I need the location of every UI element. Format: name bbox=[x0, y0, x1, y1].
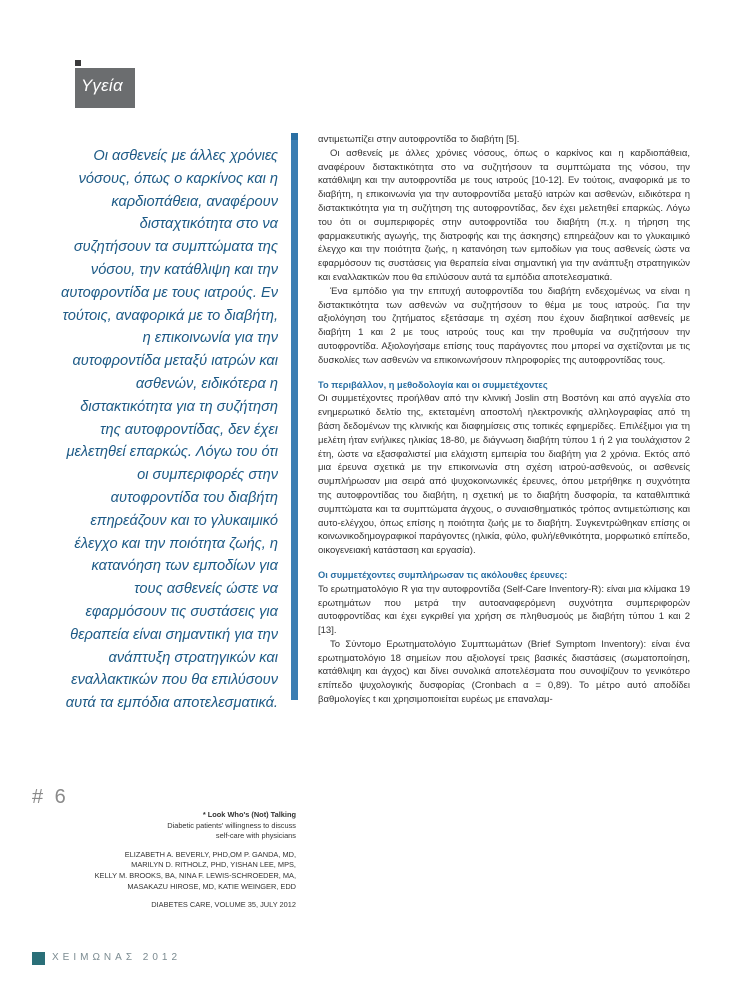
reference-authors-1: ELIZABETH A. BEVERLY, PHD,OM P. GANDA, MD, bbox=[124, 849, 296, 859]
page-number: # 6 bbox=[32, 786, 69, 808]
pull-quote: Οι ασθενείς με άλλες χρόνιες νόσους, όπως ο καρκίνος και η καρδιοπάθεια, αναφέρουν δισταχτικότητα στο να συζητήσουν τα συμπτώματα της νόσου, την κατάθλιψη και την αυτοφροντίδα με τους ιατρούς. Εν τούτοις, αναφορικά με το διαβήτη, η επικοινωνία για την αυτοφροντίδα μεταξύ ιατρών και ασθενών, ειδικότερα η διστακτικότητα για τη συζήτηση της αυτοφροντίδας, δεν έχει μελετηθεί επαρκώς. Λόγω του ότι οι συμπεριφορές στην αυτοφροντίδα του διαβήτη επηρεάζουν και το γλυκαιμικό έλεγχο και την ποιότητα ζωής, η κατανόηση των εμποδίων για τους ασθενείς ώστε να εφαρμόσουν τις συστάσεις για θεραπεία είναι σημαντική για την ανάπτυξη στρατηγικών και εναλλακτικών που θα επιλύσουν αυτά τα εμπόδια αποτελεσματικά. bbox=[61, 148, 278, 712]
paragraph: Το Σύντομο Ερωτηματολόγιο Συμπτωμάτων (Brief Symptom Inventory): είναι ένα ερωτηματολόγιο 18 σημείων που αξιολογεί τρεις βασικές διαστάσεις (σωματοποίηση, κατάθλιψη και άγχος) και δίνει συνολικά αποτελέσματα που συνοψίζουν το γενικότερο επίπεδο ψυχολογικής δυσφορίας (Cronbach α = 0,89). Το μέτρο αυτό αποδίδει βαθμολογίες t και χρησιμοποιείται ευρέως με επαναλαμ- bbox=[318, 638, 690, 706]
paragraph: αντιμετωπίζει στην αυτοφροντίδα το διαβήτη [5]. bbox=[318, 134, 520, 145]
reference-authors-2: MARILYN D. RITHOLZ, PHD, YISHAN LEE, MPS, bbox=[131, 860, 296, 870]
section-tab-notch bbox=[75, 60, 81, 66]
paragraph: Το ερωτηματολόγιο R για την αυτοφροντίδα (Self-Care Inventory-R): είναι μια κλίμακα 19 ερωτημάτων που μετρά την αυτοαναφερόμενη συχνότητα συμπεριφορών αυτοφροντίδας και έχει εγκριθεί για χρήση σε πληθυσμούς με διαβήτη τύπου 1 και 2 [13]. bbox=[318, 583, 690, 637]
divider-top bbox=[291, 133, 298, 140]
section-heading: Το περιβάλλον, η μεθοδολογία και οι συμμετέχοντες bbox=[318, 379, 548, 390]
reference-subtitle-1: Diabetic patients' willingness to discuss bbox=[167, 820, 296, 830]
divider-bar bbox=[291, 140, 298, 700]
article-body bbox=[318, 133, 690, 707]
footer-label: ΧΕΙΜΩΝΑΣ 2012 bbox=[52, 952, 182, 963]
paragraph: Ένα εμπόδιο για την επιτυχή αυτοφροντίδα του διαβήτη ενδεχομένως να είναι η διστακτικότητα των ασθενών να συζητήσουν το θέμα με τους ιατρούς. Για την αξιολόγηση του ζητήματος εξετάσαμε τη σχέση που έχουν διαβητικοί ασθενείς με διαβήτη 1 και 2 με τους ιατρούς τους και την προθυμία να συζητήσουν την αυτοφροντίδα. Αξιολογήσαμε επίσης τους παράγοντες που μπορεί να σχετίζονται με τις δυσκολίες των ασθενών να επικοινωνήσουν πληροφορίες της αυτοφροντίδας τους. bbox=[318, 285, 690, 366]
footer-square bbox=[32, 952, 45, 965]
reference-authors-4: MASAKAZU HIROSE, MD, KATIE WEINGER, EDD bbox=[127, 881, 296, 891]
section-tab bbox=[75, 68, 135, 108]
reference-title: * Look Who's (Not) Talking bbox=[202, 810, 296, 819]
reference-journal: DIABETES CARE, VOLUME 35, JULY 2012 bbox=[151, 900, 296, 910]
section-label: Υγεία bbox=[81, 76, 123, 95]
reference-authors-3: KELLY M. BROOKS, BA, NINA F. LEWIS-SCHROEDER, MA, bbox=[94, 870, 296, 880]
reference-subtitle-2: self-care with physicians bbox=[215, 831, 296, 841]
paragraph: Οι ασθενείς με άλλες χρόνιες νόσους, όπως ο καρκίνος και η καρδιοπάθεια, αναφέρουν διστακτικότητα στο να συζητήσουν τα συμπτώματα της νόσου, την κατάθλιψη και την αυτοφροντίδα με τους ιατρούς [10-12]. Εν τούτοις, αναφορικά με το διαβήτη, η επικοινωνία για την αυτοφροντίδα μεταξύ ιατρών και ασθενών, ειδικότερα η διστακτικότητα για τη συζήτηση της αυτοφροντίδας, δεν έχει μελετηθεί επαρκώς. Λόγω του ότι οι συμπεριφορές στην αυτοφροντίδα του διαβήτη (π.χ. η τήρηση της φαρμακευτικής αγωγής, της διατροφής και της άσκησης) επηρεάζουν και το γλυκαιμικό έλεγχο και την ποιότητα ζωής, η κατανόηση των εμποδίων για τους ασθενείς ώστε να εφαρμόσουν τις συστάσεις για θεραπεία είναι σημαντική για την ανάπτυξη στρατηγικών και εναλλακτικών που θα επιλύσουν αυτά τα εμπόδια αποτελεσματικά. bbox=[318, 147, 690, 283]
reference-block bbox=[60, 810, 296, 911]
section-heading: Οι συμμετέχοντες συμπλήρωσαν τις ακόλουθες έρευνες: bbox=[318, 569, 568, 580]
paragraph: Οι συμμετέχοντες προήλθαν από την κλινική Joslin στη Βοστόνη και από αγγελία στο ενημερωτικό δελτίο της, εκτεταμένη αποστολή ηλεκτρονικής αλληλογραφίας από τη βάση δεδομένων της κλινικής και διαφημίσεις στις τοπικές εφημερίδες. Επιλέξιμοι για τη μελέτη ήταν ενήλικες ηλικίας 18-80, με διάγνωση διαβήτη τύπου 1 ή 2 για τουλάχιστον 2 έτη, ώστε να εξασφαλιστεί μια ελάχιστη εμπειρία του διαβήτη για 2 χρόνια. Εκτός από μια έρευνα σχετικά με την επικοινωνία στη σχέση ιατρού-ασθενούς, οι ασθενείς συμπλήρωσαν μια σειρά από ψυχοκοινωνικές έρευνες, όπου μετρήθηκε η συχνότητα της αυτοφροντίδας του διαβήτη, η σχετική με το διαβήτη δυσφορία, τα καταθλιπτικά συμπτώματα και τα συμπτώματα άγχους, ο συναισθηματικός τρόπος αντιμετώπισης και αυτο-ελέγχου, όπως επίσης η ποιότητα ζωής με το διαβήτη. Συγκεντρώθηκαν επίσης οι κοινωνικοδημογραφικοί παράγοντες (ηλικία, φύλο, φυλή/εθνικότητα, μορφωτικό επίπεδο, οικογενειακή κατάσταση και εργασία). bbox=[318, 393, 690, 557]
